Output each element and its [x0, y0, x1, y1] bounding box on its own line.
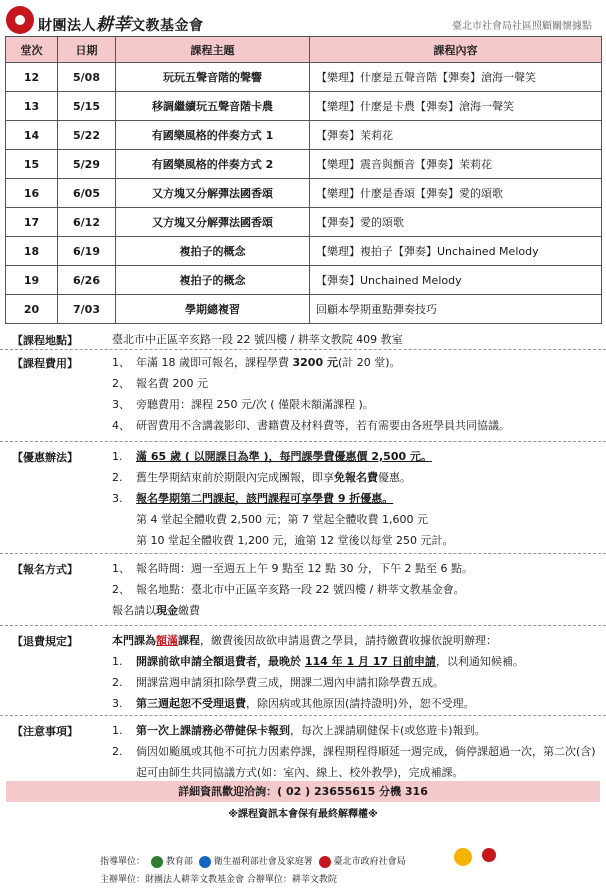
topic-cell: 玩玩五聲音階的聲響: [116, 63, 310, 92]
notice-section: [0, 716, 606, 786]
discount-item: 3. 報名學期第二門課起，該門課程可享學費 9 折優惠。: [112, 492, 394, 505]
table-row: [6, 237, 602, 266]
date-cell: 5/22: [58, 121, 116, 150]
content-cell: 回顧本學期重點彈奏技巧: [310, 295, 602, 324]
schedule-table: [5, 36, 602, 324]
table-row: [6, 92, 602, 121]
header-session: 堂次: [6, 37, 58, 63]
content-cell: 【彈奏】愛的頌歌: [310, 208, 602, 237]
location-label: 【課程地點】: [12, 334, 78, 347]
discount-label: 【優惠辦法】: [12, 451, 78, 464]
refund-item: 1. 開課前欲申請全額退費者，最晚於 114 年 1 月 17 日前申請，以利通知候補。: [112, 655, 524, 668]
community-care-logo-icon: [454, 848, 472, 866]
notice-label: 【注意事項】: [12, 725, 78, 738]
date-cell: 5/08: [58, 63, 116, 92]
register-section: [0, 554, 606, 626]
content-cell: 【彈奏】茉莉花: [310, 121, 602, 150]
register-item: 2、 報名地點：臺北市中正區辛亥路一段 22 號四樓 / 耕莘文教基金會。: [112, 583, 465, 596]
header-date: 日期: [58, 37, 116, 63]
foundation-logo-icon: [6, 6, 34, 34]
fee-item: 2、 報名費 200 元: [112, 377, 208, 390]
date-cell: 6/12: [58, 208, 116, 237]
table-row: [6, 121, 602, 150]
topic-cell: 複拍子的概念: [116, 266, 310, 295]
topic-cell: 有國樂風格的伴奏方式 2: [116, 150, 310, 179]
content-cell: 【樂理】什麼是香頌【彈奏】愛的頌歌: [310, 179, 602, 208]
table-row: [6, 266, 602, 295]
sfaa-logo-icon: [199, 856, 211, 868]
content-cell: 【樂理】什麼是卡農【彈奏】滄海一聲笑: [310, 92, 602, 121]
table-row: [6, 208, 602, 237]
fee-item: 3、 旁聽費用：課程 250 元/次 ( 僅限未額滿課程 )。: [112, 398, 374, 411]
date-cell: 6/26: [58, 266, 116, 295]
discount-sub: 第 4 堂起全體收費 2,500 元；第 7 堂起全體收費 1,600 元: [136, 513, 428, 526]
header: [0, 0, 606, 40]
foundation-name: 財團法人耕莘文教基金會: [38, 15, 204, 35]
date-cell: 7/03: [58, 295, 116, 324]
discount-item: 2. 舊生學期結束前於期限內完成團報，即享免報名費優惠。: [112, 471, 411, 484]
host-orgs: 主辦單位：財團法人耕莘文教基金會 合辦單位：耕莘文教院: [100, 875, 337, 885]
register-note: 報名請以現金繳費: [112, 604, 200, 617]
session-cell: 20: [6, 295, 58, 324]
taipei-social-logo-icon: [319, 856, 331, 868]
fees-section: [0, 350, 606, 442]
topic-cell: 又方塊又分解彈法國香頌: [116, 208, 310, 237]
date-cell: 5/29: [58, 150, 116, 179]
topic-cell: 有國樂風格的伴奏方式 1: [116, 121, 310, 150]
discount-section: [0, 442, 606, 554]
fee-item: 1、 年滿 18 歲即可報名，課程學費 3200 元(計 20 堂)。: [112, 356, 401, 369]
date-cell: 6/19: [58, 237, 116, 266]
content-cell: 【樂理】什麼是五聲音階【彈奏】滄海一聲笑: [310, 63, 602, 92]
info-section: [0, 328, 606, 786]
session-cell: 14: [6, 121, 58, 150]
refund-item: 3. 第三週起恕不受理退費，除因病或其他原因(請持證明)外，恕不受理。: [112, 697, 475, 710]
moe-logo-icon: [151, 856, 163, 868]
location-section: [0, 328, 606, 350]
discount-item: 1. 滿 65 歲 ( 以開課日為準 )，每門課學費優惠價 2,500 元。: [112, 450, 432, 463]
date-cell: 5/15: [58, 92, 116, 121]
site-name: 臺北市社會局社區照顧關懷據點: [452, 21, 592, 32]
table-header-row: [6, 37, 602, 63]
session-cell: 13: [6, 92, 58, 121]
table-row: [6, 179, 602, 208]
contact-bar: 詳細資訊歡迎洽詢：( 02 ) 23655615 分機 316: [6, 781, 600, 802]
topic-cell: 移調繼續玩五聲音階卡農: [116, 92, 310, 121]
location-text: 臺北市中正區辛亥路一段 22 號四樓 / 耕莘文教院 409 教室: [112, 333, 403, 346]
refund-intro: 本門課為額滿課程，繳費後因故欲申請退費之學員，請持繳費收據依說明辦理：: [112, 634, 497, 647]
refund-section: [0, 626, 606, 716]
session-cell: 17: [6, 208, 58, 237]
table-row: [6, 295, 602, 324]
content-cell: 【樂理】複拍子【彈奏】Unchained Melody: [310, 237, 602, 266]
footer: [0, 842, 606, 886]
refund-item: 2. 開課當週申請須扣除學費三成，開課二週內申請扣除學費五成。: [112, 676, 444, 689]
session-cell: 12: [6, 63, 58, 92]
refund-label: 【退費規定】: [12, 635, 78, 648]
topic-cell: 複拍子的概念: [116, 237, 310, 266]
topic-cell: 又方塊又分解彈法國香頌: [116, 179, 310, 208]
heart-logo-icon: [482, 848, 496, 862]
fees-label: 【課程費用】: [12, 357, 78, 370]
header-content: 課程內容: [310, 37, 602, 63]
session-cell: 18: [6, 237, 58, 266]
table-row: [6, 63, 602, 92]
header-topic: 課程主題: [116, 37, 310, 63]
session-cell: 16: [6, 179, 58, 208]
disclaimer-note: ※課程資訊本會保有最終解釋權※: [228, 809, 378, 820]
session-cell: 19: [6, 266, 58, 295]
fee-item: 4、 研習費用不含講義影印、書籍費及材料費等，若有需要由各班學員共同協議。: [112, 419, 510, 432]
session-cell: 15: [6, 150, 58, 179]
register-item: 1、 報名時間：週一至週五上午 9 點至 12 點 30 分，下午 2 點至 6 點。: [112, 562, 473, 575]
topic-cell: 學期總複習: [116, 295, 310, 324]
date-cell: 6/05: [58, 179, 116, 208]
register-label: 【報名方式】: [12, 563, 78, 576]
content-cell: 【樂理】震音與顫音【彈奏】茉莉花: [310, 150, 602, 179]
guide-orgs: 指導單位： 教育部 衛生福利部社會及家庭署 臺北市政府社會局: [100, 857, 406, 867]
table-row: [6, 150, 602, 179]
content-cell: 【彈奏】Unchained Melody: [310, 266, 602, 295]
notice-item: 1. 第一次上課請務必帶健保卡報到，每次上課請刷健保卡(或悠遊卡)報到。: [112, 724, 486, 737]
discount-sub: 第 10 堂起全體收費 1,200 元，逾第 12 堂後以每堂 250 元計。: [136, 534, 454, 547]
notice-item: 2. 倘因如颱風或其他不可抗力因素停課，課程期程得順延一週完成，倘停課超過一次，第二次(含)起可由師生共同協議方式(如：室內、線上、校外教學)，完成補課。: [112, 745, 596, 779]
